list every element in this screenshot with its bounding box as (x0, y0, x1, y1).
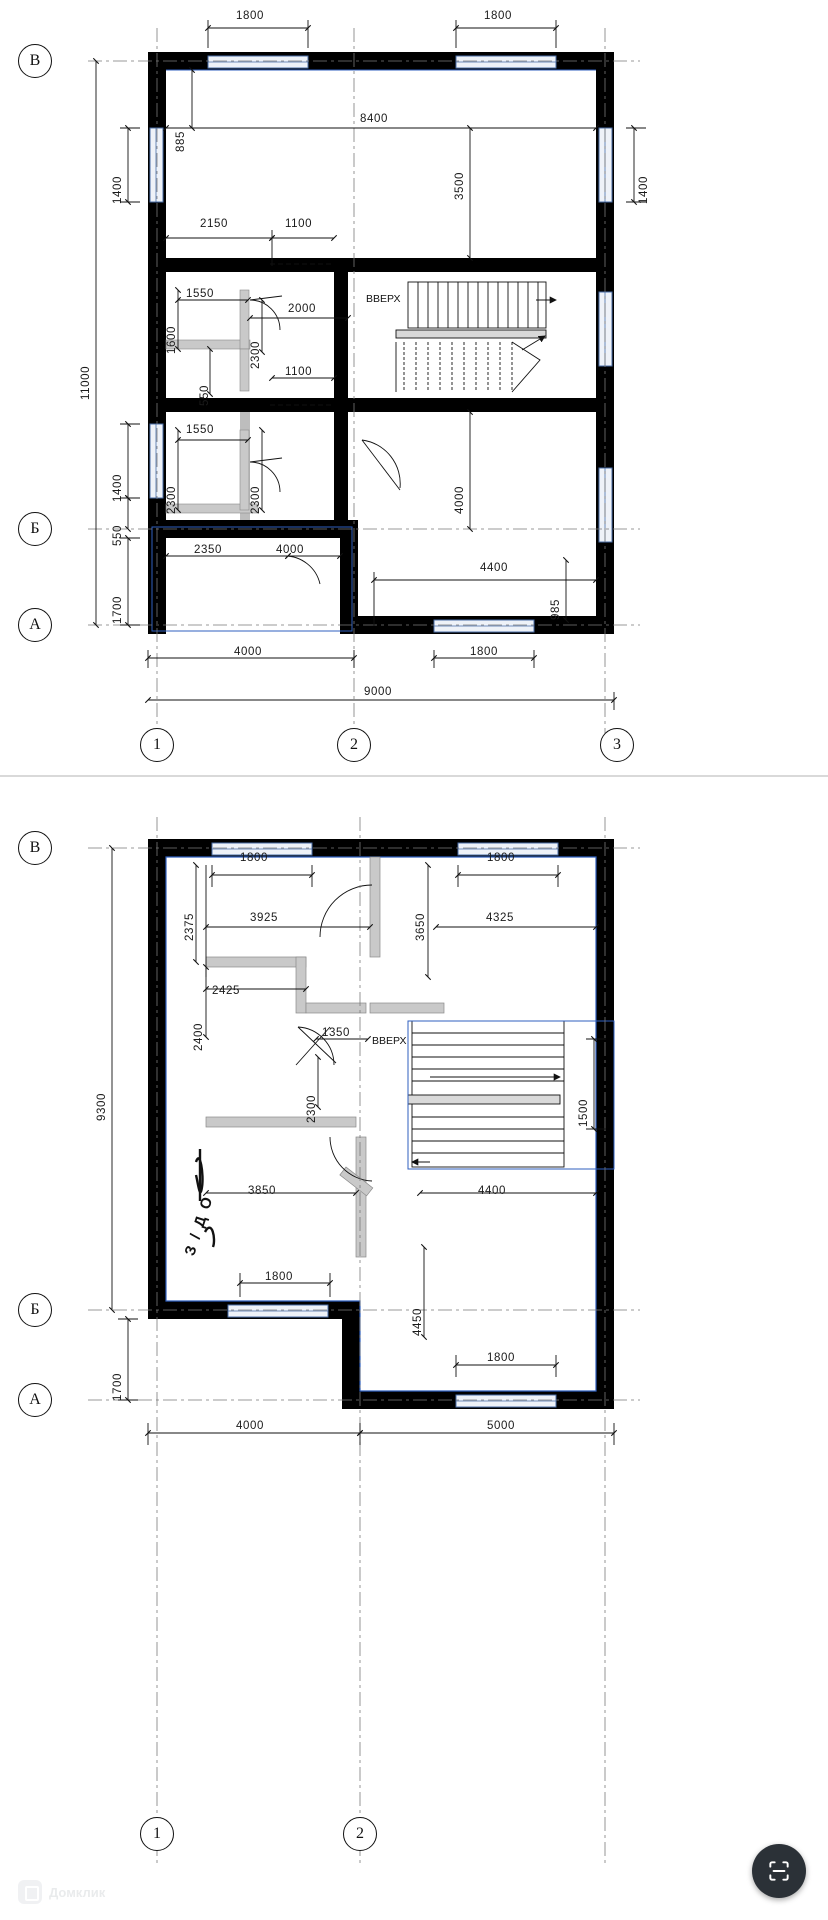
floor-plan-second-floor (0, 775, 828, 1920)
dim-right-985: 985 (550, 599, 562, 620)
dim-bottom-4000: 4000 (234, 646, 262, 658)
dim-1600: 1600 (166, 326, 178, 354)
dim-left-1400-a: 1400 (112, 176, 124, 204)
scan-button[interactable] (752, 1844, 806, 1898)
dim-1100-b: 1100 (285, 366, 313, 378)
dim-top-2: 1800 (484, 10, 512, 22)
dim2-2425: 2425 (212, 985, 240, 997)
dim2-4450: 4450 (412, 1308, 424, 1336)
axis2-bubble-v-2: Б (18, 1293, 52, 1327)
dim-4400: 4400 (480, 562, 508, 574)
floor1-drawing (0, 0, 828, 775)
dim2-4325: 4325 (486, 912, 514, 924)
axis-bubble-h-2: 2 (337, 728, 371, 762)
dim2-top-2: 1800 (487, 852, 515, 864)
axis-bubble-v-2: Б (18, 512, 52, 546)
dim2-3925: 3925 (250, 912, 278, 924)
axis-bubble-v-1: В (18, 44, 52, 78)
dim-left-1400-b: 1400 (112, 474, 124, 502)
dim2-1800-inner: 1800 (265, 1271, 293, 1283)
dim-550-b: 550 (199, 385, 211, 406)
dim2-left-1700: 1700 (112, 1373, 124, 1401)
floor-plan-first-floor (0, 0, 828, 775)
dim-left-550: 550 (112, 525, 124, 546)
scan-icon (766, 1858, 792, 1884)
dim2-3850: 3850 (248, 1185, 276, 1197)
dim2-2400: 2400 (193, 1023, 205, 1051)
axis2-bubble-h-2: 2 (343, 1817, 377, 1851)
domclick-logo-icon (18, 1880, 42, 1904)
axis-bubble-v-3: А (18, 608, 52, 642)
axis2-bubble-v-1: В (18, 831, 52, 865)
dim2-1350: 1350 (322, 1027, 350, 1039)
axis-bubble-h-1: 1 (140, 728, 174, 762)
dim-1100-a: 1100 (285, 218, 313, 230)
dim-4000-inner: 4000 (276, 544, 304, 556)
axis2-bubble-v-3: А (18, 1383, 52, 1417)
dim2-bottom-1800: 1800 (487, 1352, 515, 1364)
stair-label-up-floor2: ВВЕРХ (372, 1035, 407, 1047)
dim-8400: 8400 (360, 113, 388, 125)
dim-left-1700: 1700 (112, 596, 124, 624)
dim-right-1400: 1400 (638, 176, 650, 204)
dim-2300-b: 2300 (166, 486, 178, 514)
dim2-3650: 3650 (415, 913, 427, 941)
dim2-bottom-4000: 4000 (236, 1420, 264, 1432)
dim2-top-1: 1800 (240, 852, 268, 864)
dim-1550-b: 1550 (186, 424, 214, 436)
dim-885: 885 (175, 131, 187, 152)
dim2-right-1500: 1500 (578, 1099, 590, 1127)
dim-2300-a: 2300 (250, 341, 262, 369)
dim-3500: 3500 (454, 172, 466, 200)
dim-top-1: 1800 (236, 10, 264, 22)
dim-2150: 2150 (200, 218, 228, 230)
dim-bottom-1800: 1800 (470, 646, 498, 658)
dim2-2375: 2375 (184, 913, 196, 941)
watermark-text: Домклик (49, 1884, 106, 1900)
dim-left-11000: 11000 (80, 365, 92, 400)
dim2-4400: 4400 (478, 1185, 506, 1197)
dim-2350: 2350 (194, 544, 222, 556)
dim-2000: 2000 (288, 303, 316, 315)
dim-bottom-9000: 9000 (364, 686, 392, 698)
dim2-bottom-5000: 5000 (487, 1420, 515, 1432)
floor2-drawing (0, 777, 828, 1920)
dim2-2300: 2300 (306, 1095, 318, 1123)
dim-4000-v: 4000 (454, 486, 466, 514)
dim2-left-9300: 9300 (96, 1093, 108, 1121)
axis2-bubble-h-1: 1 (140, 1817, 174, 1851)
axis-bubble-h-3: 3 (600, 728, 634, 762)
dim-1550-a: 1550 (186, 288, 214, 300)
watermark (18, 1880, 105, 1904)
dim-2300-c: 2300 (250, 486, 262, 514)
stair-label-up-floor1: ВВЕРХ (366, 293, 401, 305)
handwritten-note: З / Д О (181, 1193, 217, 1258)
